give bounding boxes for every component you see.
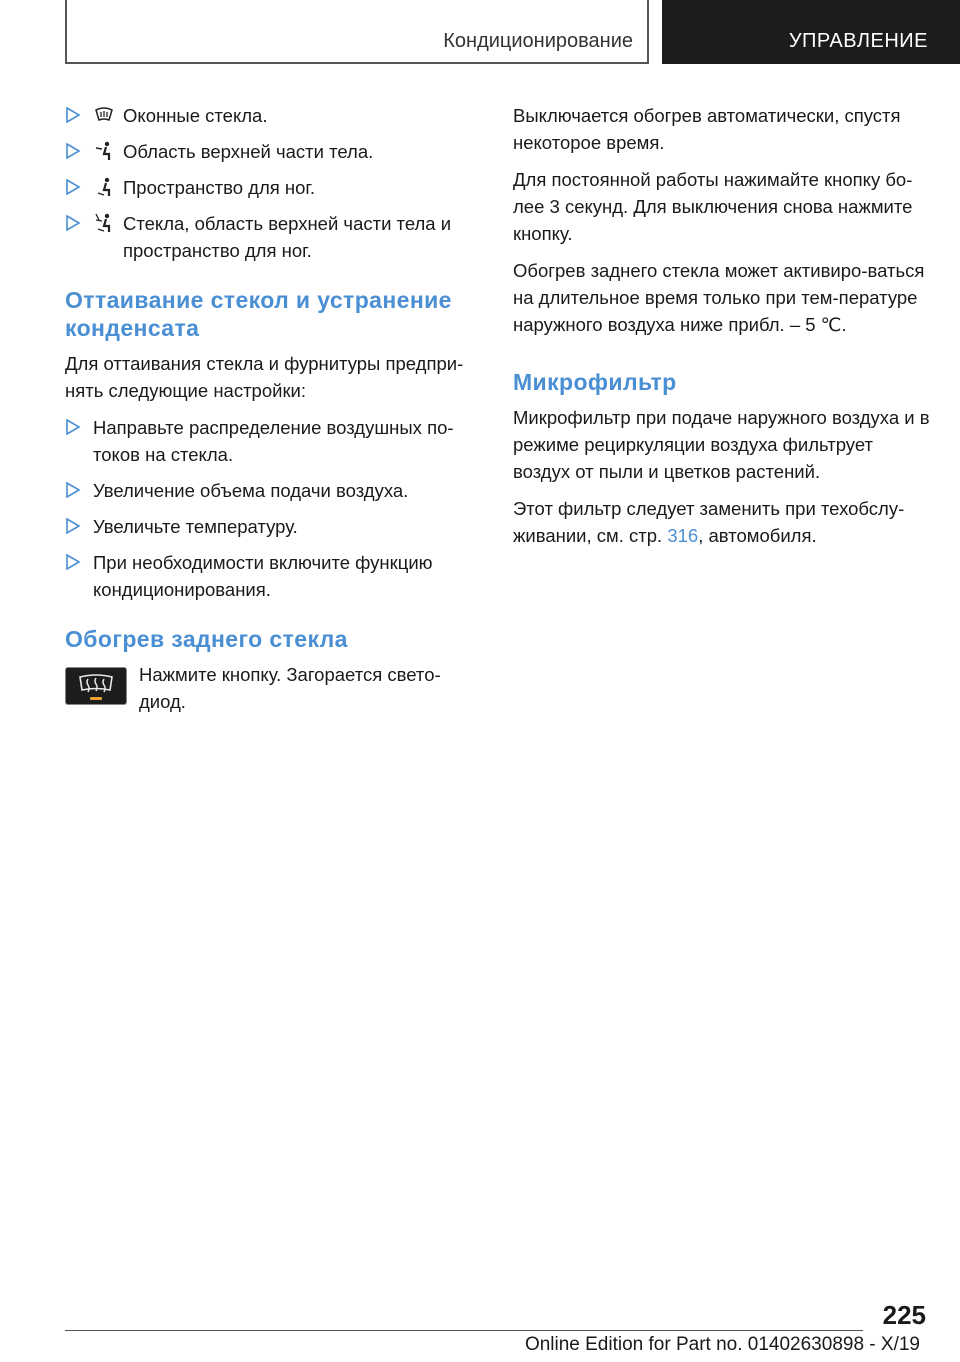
bullet-triangle-icon bbox=[65, 214, 81, 232]
defog-heading: Оттаивание стекол и устранение конденсата bbox=[65, 287, 452, 341]
low-temp-text: Обогрев заднего стекла может активиро-ваться на длительное время только при тем-пературе наружного воздуха ниже прибл. – 5 ℃. bbox=[513, 260, 925, 335]
rear-window-heading: Обогрев заднего стекла bbox=[65, 626, 348, 652]
rear-defrost-icon bbox=[66, 668, 126, 704]
auto-off-text: Выключается обогрев автоматически, спустя некоторое время. bbox=[513, 105, 901, 153]
list-item: Стекла, область верхней части тела и пространство для ног. bbox=[65, 210, 475, 264]
bullet-triangle-icon bbox=[65, 517, 81, 535]
defog-intro: Для оттаивания стекла и фурнитуры предпри-нять следующие настройки: bbox=[65, 353, 464, 401]
header-section-title: Кондиционирование bbox=[443, 30, 633, 52]
list-item: Увеличьте температуру. bbox=[65, 513, 475, 540]
page-number: 225 bbox=[882, 1300, 926, 1330]
header-chapter-box bbox=[662, 0, 960, 64]
airflow-distribution-list bbox=[65, 102, 475, 264]
bullet-triangle-icon bbox=[65, 553, 81, 571]
windshield-airflow-icon bbox=[93, 104, 115, 126]
list-item: Пространство для ног. bbox=[65, 174, 475, 201]
bullet-triangle-icon bbox=[65, 106, 81, 124]
footwell-airflow-icon bbox=[93, 176, 115, 198]
list-item: При необходимости включите функцию кондиционирования. bbox=[65, 549, 475, 603]
rear-defrost-button[interactable] bbox=[65, 667, 127, 705]
bullet-triangle-icon bbox=[65, 178, 81, 196]
permanent-mode-text: Для постоянной работы нажимайте кнопку бо-лее 3 секунд. Для выключения снова нажмите кнопку. bbox=[513, 169, 913, 244]
footer-edition: Online Edition for Part no. 01402630898 - X/19 bbox=[524, 1334, 920, 1355]
bullet-triangle-icon bbox=[65, 418, 81, 436]
upper-body-airflow-icon bbox=[93, 140, 115, 162]
footer-divider bbox=[65, 1330, 863, 1331]
header-chapter-title: УПРАВЛЕНИЕ bbox=[788, 30, 928, 52]
left-column bbox=[65, 102, 475, 715]
page-link[interactable]: 316 bbox=[667, 525, 699, 546]
bullet-triangle-icon bbox=[65, 481, 81, 499]
microfilter-heading: Микрофильтр bbox=[513, 369, 677, 395]
list-item: Направьте распределение воздушных по-токов на стекла. bbox=[65, 414, 475, 468]
rear-defrost-block bbox=[65, 661, 475, 715]
bullet-triangle-icon bbox=[65, 142, 81, 160]
rear-defrost-text: Нажмите кнопку. Загорается свето-диод. bbox=[139, 664, 441, 712]
list-item: Увеличение объема подачи воздуха. bbox=[65, 477, 475, 504]
combined-airflow-icon bbox=[93, 212, 115, 234]
right-column bbox=[513, 102, 933, 559]
defog-steps-list bbox=[65, 414, 475, 603]
header-section-box bbox=[65, 0, 649, 64]
list-item: Область верхней части тела. bbox=[65, 138, 475, 165]
microfilter-text: Микрофильтр при подаче наружного воздуха и в режиме рециркуляции воздуха фильтрует воздух от пыли и цветков растений. bbox=[513, 407, 930, 482]
microfilter-service-text: Этот фильтр следует заменить при техобслу-живании, см. стр. 316, автомобиля. bbox=[513, 498, 905, 546]
list-item: Оконные стекла. bbox=[65, 102, 475, 129]
